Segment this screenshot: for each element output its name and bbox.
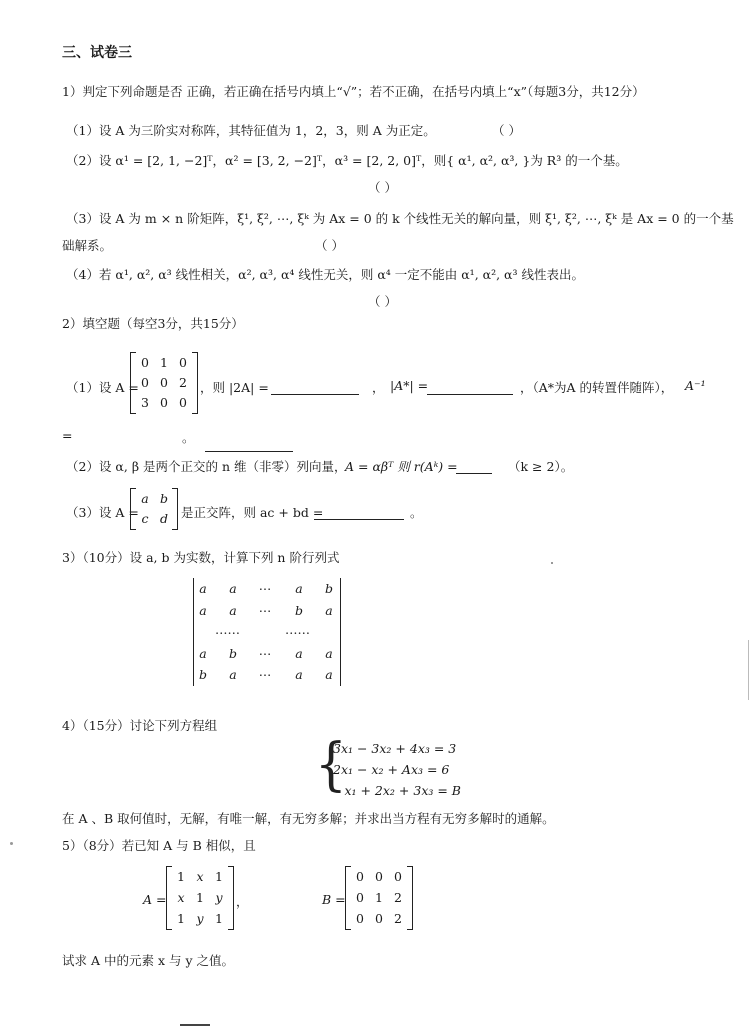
matrix-cell: 1 bbox=[215, 911, 223, 926]
q2-item3-period: 。 bbox=[410, 505, 423, 520]
q5-A-comma: ， bbox=[236, 894, 249, 909]
q1-heading: 1）判定下列命题是否 正确，若正确在括号内填上“√”；若不正确，在括号内填上“x”（每题3分，共12分） bbox=[62, 84, 645, 99]
matrix-cell: 1 bbox=[375, 890, 383, 905]
q5-A-matrix bbox=[166, 866, 234, 930]
matrix-cell: x bbox=[196, 869, 204, 884]
q5-A-label: A = bbox=[143, 892, 167, 907]
q2-item1-blank3[interactable] bbox=[205, 437, 293, 452]
q2-item3-blank[interactable] bbox=[314, 505, 404, 520]
det-cell: a bbox=[295, 646, 303, 661]
scan-speck bbox=[10, 842, 13, 845]
q2-heading: 2）填空题（每空3分，共15分） bbox=[62, 316, 244, 331]
det-cell: a bbox=[325, 603, 333, 618]
matrix-cell: 0 bbox=[375, 869, 383, 884]
det-cell: a bbox=[199, 603, 207, 618]
q2-item3-suffix: 是正交阵，则 ac + bd = bbox=[181, 505, 324, 520]
q4-eq2: 2x₁ − x₂ + Ax₃ = 6 bbox=[333, 762, 450, 777]
matrix-cell: 0 bbox=[179, 355, 187, 370]
matrix-cell: a bbox=[141, 491, 149, 506]
q2-item1-matrix bbox=[130, 352, 198, 414]
matrix-cell: 2 bbox=[394, 911, 402, 926]
det-cell: b bbox=[198, 667, 207, 682]
q4-eq1: 3x₁ − 3x₂ + 4x₃ = 3 bbox=[333, 741, 457, 756]
det-cell: a bbox=[325, 646, 333, 661]
left-brace: { bbox=[315, 730, 347, 798]
matrix-cell: 2 bbox=[394, 890, 402, 905]
matrix-cell: 0 bbox=[141, 355, 149, 370]
matrix-cell: 1 bbox=[215, 869, 223, 884]
det-cell: a bbox=[199, 581, 207, 596]
matrix-cell: 0 bbox=[141, 375, 149, 390]
matrix-cell: y bbox=[215, 890, 223, 905]
q2-item2-cond: （k ≥ 2）。 bbox=[508, 459, 574, 474]
det-cell: a bbox=[295, 667, 303, 682]
det-cell: ⋯ bbox=[258, 667, 272, 682]
q1-item2-paren: （ ） bbox=[368, 180, 397, 195]
section-title: 三、试卷三 bbox=[62, 45, 132, 61]
scan-streak bbox=[180, 1024, 210, 1026]
det-cell: ⋯ bbox=[258, 646, 272, 661]
q1-item1: （1）设 A 为三阶实对称阵，其特征值为 1，2，3，则 A 为正定。 bbox=[66, 123, 436, 138]
q2-item1-then: ，则 |2A| = bbox=[200, 380, 269, 395]
det-cell: b bbox=[294, 603, 303, 618]
matrix-cell: 0 bbox=[160, 375, 168, 390]
matrix-cell: 0 bbox=[356, 869, 364, 884]
matrix-cell: 0 bbox=[356, 911, 364, 926]
q2-item2-blank[interactable] bbox=[456, 459, 492, 474]
matrix-cell: 3 bbox=[141, 395, 149, 410]
q1-item3-line2: 础解系。 bbox=[62, 238, 113, 253]
det-cell: a bbox=[229, 581, 237, 596]
matrix-cell: 1 bbox=[160, 355, 168, 370]
det-cell: a bbox=[229, 603, 237, 618]
matrix-cell: d bbox=[159, 511, 168, 526]
q2-item1-eq: = bbox=[62, 428, 73, 443]
scan-speck bbox=[551, 562, 553, 564]
q2-item1-blank2[interactable] bbox=[427, 380, 513, 395]
q1-item4-paren: （ ） bbox=[368, 294, 397, 309]
scan-streak bbox=[748, 640, 749, 700]
q2-item1-blank1[interactable] bbox=[271, 380, 359, 395]
matrix-cell: 1 bbox=[177, 911, 185, 926]
det-cell: a bbox=[325, 667, 333, 682]
q4-tail: 在 A 、B 取何值时，无解，有唯一解，有无穷多解；并求出当方程有无穷多解时的通解。 bbox=[62, 811, 555, 826]
matrix-cell: 1 bbox=[177, 869, 185, 884]
q2-item1-period: 。 bbox=[182, 430, 195, 445]
matrix-cell: c bbox=[141, 511, 149, 526]
matrix-cell: 2 bbox=[179, 375, 187, 390]
matrix-cell: y bbox=[196, 911, 204, 926]
q4-heading: 4）（15分）讨论下列方程组 bbox=[62, 718, 218, 733]
q2-item1-prefix: （1）设 A = bbox=[66, 380, 139, 395]
q5-B-label: B = bbox=[322, 892, 346, 907]
matrix-cell: x bbox=[177, 890, 185, 905]
q2-item3-prefix: （3）设 A = bbox=[66, 505, 139, 520]
det-cell: a bbox=[229, 667, 237, 682]
matrix-cell: 0 bbox=[375, 911, 383, 926]
q1-item2: （2）设 α¹ = [2, 1, −2]ᵀ，α² = [3, 2, −2]ᵀ，α³ = [2, 2, 0]ᵀ，则{ α¹, α², α³, }为 R³ 的一个基。 bbox=[66, 153, 628, 168]
q2-item2: （2）设 α, β 是两个正交的 n 维（非零）列向量， bbox=[66, 459, 347, 474]
q2-item1-inv: A⁻¹ bbox=[685, 378, 706, 393]
matrix-cell: 0 bbox=[356, 890, 364, 905]
q2-item1-note: ，（A*为A 的转置伴随阵）， bbox=[520, 380, 674, 395]
matrix-cell: 1 bbox=[196, 890, 204, 905]
q1-item3-paren: （ ） bbox=[315, 238, 344, 253]
det-cell: ⋯ bbox=[258, 603, 272, 618]
det-cell: a bbox=[295, 581, 303, 596]
q1-item4: （4）若 α¹, α², α³ 线性相关，α², α³, α⁴ 线性无关，则 α⁴ 一定不能由 α¹, α², α³ 线性表出。 bbox=[66, 267, 584, 282]
det-cell: b bbox=[324, 581, 333, 596]
q2-item2-formula: A = αβᵀ 则 r(Aᵏ) = bbox=[345, 459, 458, 474]
matrix-cell: 0 bbox=[394, 869, 402, 884]
matrix-cell: 0 bbox=[179, 395, 187, 410]
det-dots: …… bbox=[285, 622, 310, 637]
q2-item1-adj: |A*| = bbox=[390, 378, 429, 393]
q5-B-matrix bbox=[345, 866, 413, 930]
q2-item1-comma: ， bbox=[372, 380, 385, 395]
q2-item3-matrix bbox=[130, 488, 178, 530]
q5-heading: 5）（8分）若已知 A 与 B 相似，且 bbox=[62, 838, 256, 853]
q4-eq3: − x₁ + 2x₂ + 3x₃ = B bbox=[330, 783, 461, 798]
q3-heading: 3）（10分）设 a, b 为实数，计算下列 n 阶行列式 bbox=[62, 550, 340, 565]
q1-item1-paren: （ ） bbox=[492, 123, 521, 138]
det-dots: …… bbox=[215, 622, 240, 637]
matrix-cell: 0 bbox=[160, 395, 168, 410]
matrix-cell: b bbox=[159, 491, 168, 506]
q3-determinant bbox=[193, 578, 341, 686]
det-cell: ⋯ bbox=[258, 581, 272, 596]
q1-item3-line1: （3）设 A 为 m × n 阶矩阵，ξ¹, ξ², ⋯, ξᵏ 为 Ax = 0 的 k 个线性无关的解向量，则 ξ¹, ξ², ⋯, ξᵏ 是 Ax = 0 的一个基 bbox=[66, 211, 734, 226]
det-cell: b bbox=[228, 646, 237, 661]
q5-tail: 试求 A 中的元素 x 与 y 之值。 bbox=[62, 953, 234, 968]
det-cell: a bbox=[199, 646, 207, 661]
